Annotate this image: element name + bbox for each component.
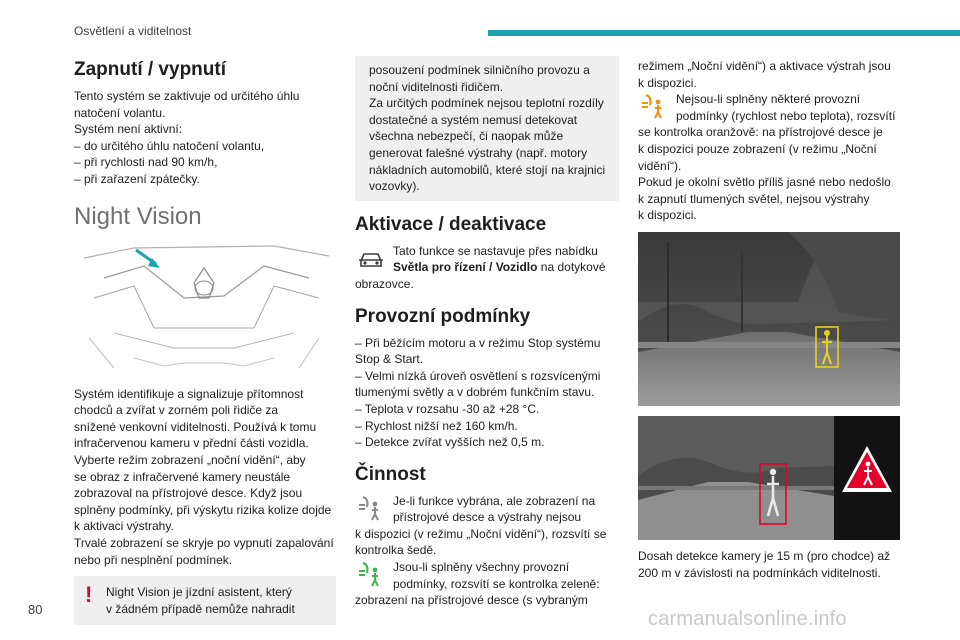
text-line: natočení volantu. (74, 105, 166, 120)
text-line: Je-li funkce vybrána, ale zobrazení na (393, 493, 596, 508)
text-line: posouzení podmínek silničního provozu a (369, 63, 590, 77)
thermal-image-collision-alert (638, 416, 900, 540)
text-line: generovat falešné výstrahy (např. motory (369, 145, 588, 160)
column-3 (638, 52, 900, 581)
text-line: obrazovce. (355, 276, 414, 291)
menu-path: Světla pro řízení / Vozidlo (393, 260, 538, 275)
car-front-camera-image (74, 238, 336, 378)
text-line: Systém identifikuje a signalizuje přítomnost (74, 386, 304, 401)
text-line: Tato funkce se nastavuje přes nabídku (393, 243, 598, 258)
text-line: kontrolka šedě. (355, 543, 437, 558)
detection-range-caption (638, 548, 900, 581)
text-line: Tento systém se zaktivuje od určitého úhlu (74, 89, 300, 103)
thermal-image-pedestrian-detected (638, 232, 900, 406)
text-line: 200 m v závislosti na podmínkách viditelnosti. (638, 565, 881, 580)
text-line: zobrazoval na přístrojové desce. Když jsou (74, 486, 303, 501)
text-line: režimem „Noční vidění“) a aktivace výstrah jsou (638, 59, 891, 73)
text-line: nebo při nesplnění podmínek. (74, 552, 233, 567)
text-line: se obraz z infračervené kamery neustále (74, 469, 291, 484)
text-line: k aktivaci výstrahy. (74, 519, 174, 534)
night-vision-green-lamp-icon (355, 559, 387, 589)
text-line: Trvalé zobrazení se skryje po vypnutí zapalování (74, 535, 334, 550)
text-line: – Teplota v rozsahu -30 až +28 °C. (355, 401, 540, 416)
text-line: – Při běžícím motoru a v režimu Stop systému (355, 335, 601, 350)
header-section-title: Osvětlení a viditelnost (74, 24, 192, 38)
text-line: v žádném případě nemůže nahradit (106, 601, 295, 616)
text-line: k dispozici (v režimu „Noční vidění“), rozsvítí se (355, 526, 607, 541)
text-line: infračervenou kameru v přední části vozidla. (74, 436, 309, 451)
text-line: chodců a zvířat v zorném poli řidiče za (74, 403, 279, 418)
operation-green-paragraph (355, 559, 619, 609)
header-accent-bar (488, 30, 960, 36)
heading-night-vision: Night Vision (74, 202, 202, 230)
text-line: – Detekce zvířat vyšších než 0,5 m. (355, 435, 545, 450)
text-line: Jsou-li splněny všechny provozní (393, 560, 570, 575)
warning-box (74, 576, 336, 625)
text-line (355, 259, 619, 276)
text-line: – Velmi nízká úroveň osvětlení s rozsvícenými (355, 368, 601, 383)
text-line: vozovky). (369, 179, 420, 194)
text-line: tlumenými světly a v dobrém funkčním stavu. (355, 385, 595, 400)
text-line: k dispozici. (638, 75, 697, 90)
heading-on-off: Zapnutí / vypnutí (74, 59, 226, 80)
text-line: vidění“). (638, 158, 682, 173)
text-line: noční viditelnosti řidičem. (369, 79, 504, 94)
text-line: Za určitých podmínek nejsou teplotní rozdíly (369, 96, 604, 111)
text-line: snížené venkovní viditelnosti. Používá k tomu (74, 419, 317, 434)
night-vision-gray-lamp-icon (355, 493, 387, 523)
text-line: všechna nebezpečí, či naopak může (369, 129, 564, 144)
text-line: k zapnutí tlumených světel, nejsou výstrahy (638, 191, 870, 206)
text-line: k dispozici pouze zobrazení (v režimu „Noční (638, 141, 877, 156)
on-off-text (74, 88, 336, 188)
text-line: – při rychlosti nad 90 km/h, (74, 155, 218, 170)
column-2 (355, 52, 619, 609)
text-line: podmínky (rychlost nebo teplota), rozsvítí (676, 108, 896, 123)
car-settings-icon (355, 243, 387, 273)
text-line: – Rychlost nižší než 160 km/h. (355, 418, 518, 433)
warning-exclamation-icon: ! (85, 582, 93, 608)
night-vision-orange-lamp-icon (638, 91, 670, 121)
text-tail: na dotykové (537, 260, 606, 275)
text-line: Dosah detekce kamery je 15 m (pro chodce) až (638, 548, 891, 563)
text-line: se kontrolka oranžově: na přístrojové desce je (638, 125, 883, 140)
intro-text (638, 58, 900, 91)
column-1 (74, 52, 336, 625)
text-line: dostatečné a systém nemusí detekovat (369, 112, 578, 127)
warning-continuation-box (355, 56, 619, 201)
text-line: Systém není aktivní: (74, 122, 183, 137)
text-line: Pokud je okolní světlo příliš jasné nebo nedošlo (638, 175, 891, 190)
text-line: k dispozici. (638, 208, 697, 223)
text-line: splněny podmínky, při výskytu rizika kolize dojde (74, 502, 332, 517)
watermark: carmanualsonline.info (648, 608, 847, 630)
heading-operation: Činnost (355, 463, 426, 485)
text-line: přístrojové desce a výstrahy nejsou (393, 510, 582, 525)
text-line: zobrazení na přístrojové desce (s vybraným (355, 593, 588, 608)
text-line: Night Vision je jízdní asistent, který (106, 585, 292, 600)
night-vision-text (74, 386, 336, 569)
operation-orange-paragraph (638, 91, 900, 224)
text-line: – při zařazení zpátečky. (74, 171, 200, 186)
text-line: Vyberte režim zobrazení „noční vidění“, aby (74, 452, 306, 467)
operation-gray-paragraph (355, 493, 619, 559)
heading-activation: Aktivace / deaktivace (355, 213, 547, 235)
text-line: nákladních automobilů, které stojí na krajnici (369, 162, 606, 177)
text-line: – do určitého úhlu natočení volantu, (74, 138, 265, 153)
heading-conditions: Provozní podmínky (355, 305, 531, 327)
text-line: Stop & Start. (355, 352, 424, 367)
activation-paragraph (355, 243, 619, 293)
text-line: podmínky, rozsvítí se kontrolka zeleně: (393, 576, 600, 591)
page-number: 80 (28, 602, 43, 617)
conditions-text (355, 335, 619, 451)
text-line: Nejsou-li splněny některé provozní (676, 92, 861, 107)
